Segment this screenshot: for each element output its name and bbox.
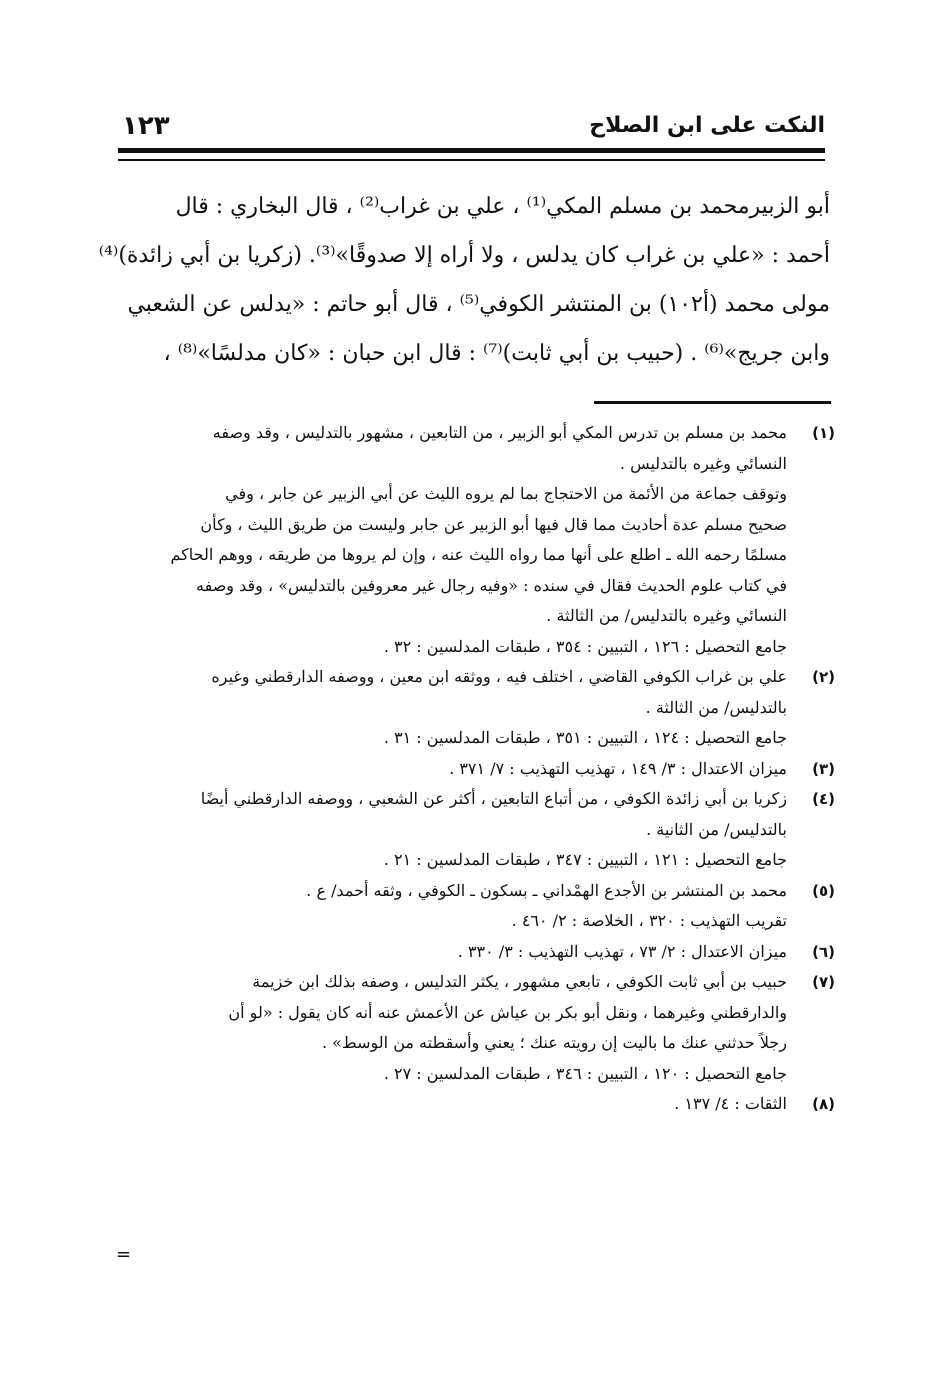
main-text bbox=[98, 182, 830, 378]
footnote-number: (٣) bbox=[812, 759, 835, 778]
footnote-8 bbox=[118, 1089, 835, 1120]
header-rule-thick bbox=[118, 148, 825, 153]
footnote-separator bbox=[594, 401, 831, 404]
footnote-line: في كتاب علوم الحديث فقال في سنده : «وفيه رجال غير معروفين بالتدليس» ، وقد وصفه bbox=[196, 575, 787, 595]
footnote-number: (١) bbox=[812, 424, 835, 442]
continuation-mark: = bbox=[116, 1244, 132, 1265]
footnote-line: ميزان الاعتدال : ٢/ ٧٣ ، تهذيب التهذيب : ٣/ ٣٣٠ . bbox=[457, 941, 787, 961]
footnotes bbox=[118, 418, 835, 1120]
footnote-line: محمد بن المنتشر بن الأجدع الهمْداني ـ بسكون ـ الكوفي ، وثقه أحمد/ ع . bbox=[306, 880, 787, 900]
header-rule-thin bbox=[118, 159, 825, 161]
footnote-line: النسائي وغيره بالتدليس/ من الثالثة . bbox=[546, 606, 787, 625]
footnote-7 bbox=[118, 967, 835, 1089]
footnote-line: بالتدليس/ من الثانية . bbox=[646, 819, 787, 839]
footnote-line: محمد بن مسلم بن تدرس المكي أبو الزبير ، من التابعين ، مشهور بالتدليس ، وقد وصفه bbox=[212, 423, 787, 442]
main-text-line: أبو الزبيرمحمد بن مسلم المكي⁽¹⁾ ، علي بن غراب⁽²⁾ ، قال البخاري : قال bbox=[175, 194, 830, 219]
footnote-number: (٢) bbox=[812, 668, 835, 686]
footnote-line: وتوقف جماعة من الأئمة من الاحتجاج بما لم يروه الليث عن أبي الزبير عن جابر ، وفي bbox=[225, 484, 787, 503]
footnote-line: جامع التحصيل : ١٢١ ، التبيين : ٣٤٧ ، طبقات المدلسين : ٢١ . bbox=[383, 850, 787, 869]
footnote-line: حبيب بن أبي ثابت الكوفي ، تابعي مشهور ، يكثر التدليس ، وصفه بذلك ابن خزيمة bbox=[252, 972, 787, 991]
main-text-line: أحمد : «علي بن غراب كان يدلس ، ولا أراه إلا صدوقًا»⁽³⁾. (زكريا بن أبي زائدة)⁽⁴⁾ bbox=[98, 243, 830, 268]
footnote-4 bbox=[118, 784, 835, 876]
footnote-line: علي بن غراب الكوفي القاضي ، اختلف فيه ، ووثقه ابن معين ، ووصفه الدارقطني وغيره bbox=[211, 667, 787, 686]
footnote-number: (٥) bbox=[812, 881, 835, 900]
footnote-line: مسلمًا رحمه الله ـ اطلع على أنها مما رواه الليث عنه ، وإن لم يروها من طريقه ، ووهم الحاكم bbox=[170, 545, 787, 564]
footnote-line: الثقات : ٤/ ١٣٧ . bbox=[674, 1094, 787, 1113]
footnote-number: (٧) bbox=[812, 973, 835, 991]
footnote-line: جامع التحصيل : ١٢٠ ، التبيين : ٣٤٦ ، طبقات المدلسين : ٢٧ . bbox=[383, 1063, 787, 1083]
footnote-line: النسائي وغيره بالتدليس . bbox=[619, 453, 787, 473]
footnote-number: (٤) bbox=[812, 790, 835, 808]
footnote-1 bbox=[118, 418, 835, 662]
running-title: النكت على ابن الصلاح bbox=[589, 113, 825, 138]
footnote-line: جامع التحصيل : ١٢٦ ، التبيين : ٣٥٤ ، طبقات المدلسين : ٣٢ . bbox=[383, 636, 787, 656]
footnote-line: صحيح مسلم عدة أحاديث مما قال فيها أبو الزبير عن جابر وليست من طريق الليث ، وكأن bbox=[200, 514, 787, 534]
main-text-line: مولى محمد (أ١٠٢) بن المنتشر الكوفي⁽⁵⁾ ، قال أبو حاتم : «يدلس عن الشعبي bbox=[127, 292, 830, 317]
main-text-line: وابن جريج»⁽⁶⁾ . (حبيب بن أبي ثابت)⁽⁷⁾ : قال ابن حبان : «كان مدلسًا»⁽⁸⁾ ، bbox=[163, 341, 830, 366]
footnote-3 bbox=[118, 754, 835, 785]
footnote-line: تقريب التهذيب : ٣٢٠ ، الخلاصة : ٢/ ٤٦٠ . bbox=[511, 911, 787, 930]
footnote-line: بالتدليس/ من الثالثة . bbox=[645, 697, 787, 717]
footnote-2 bbox=[118, 662, 835, 754]
footnote-line: جامع التحصيل : ١٢٤ ، التبيين : ٣٥١ ، طبقات المدلسين : ٣١ . bbox=[383, 728, 787, 747]
footnote-line: زكريا بن أبي زائدة الكوفي ، من أتباع التابعين ، أكثر عن الشعبي ، ووصفه الدارقطني أيضًا bbox=[200, 789, 787, 808]
footnote-number: (٨) bbox=[812, 1095, 835, 1113]
page-number: ١٢٣ bbox=[122, 111, 170, 141]
footnote-5 bbox=[118, 876, 835, 937]
page-header bbox=[118, 105, 825, 143]
footnote-line: ميزان الاعتدال : ٣/ ١٤٩ ، تهذيب التهذيب : ٧/ ٣٧١ . bbox=[449, 758, 787, 778]
footnote-line: والدارقطني وغيرهما ، ونقل أبو بكر بن عياش عن الأعمش عنه أنه كان يقول : «لو أن bbox=[228, 1002, 787, 1022]
footnote-line: رجلاً حدثني عنك ما باليت إن رويته عنك ؛ يعني وأسقطته من الوسط» . bbox=[321, 1033, 787, 1052]
footnote-number: (٦) bbox=[812, 942, 835, 961]
footnote-6 bbox=[118, 937, 835, 968]
